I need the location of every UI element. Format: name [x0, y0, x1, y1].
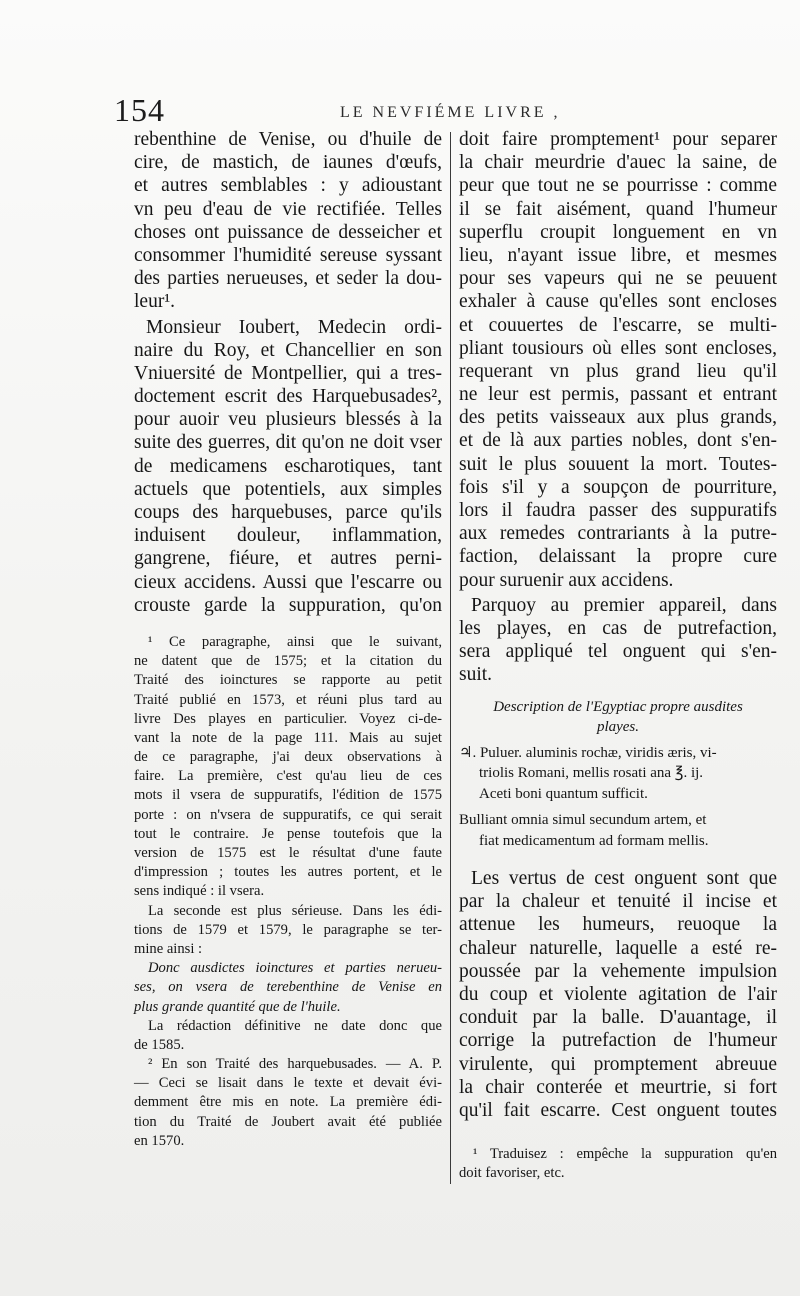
text-line: vn peu d'eau de vie rectifiée. Telles	[134, 198, 442, 220]
note-line: porte : on n'vsera de suppuratifs, ce qui serait	[134, 806, 442, 823]
text-line: et de là aux parties nobles, dont s'en-	[459, 430, 777, 452]
quoted-line: Donc ausdictes ioinctures et parties nerueu-	[148, 960, 442, 977]
left-column	[134, 128, 442, 1151]
text-line: attenue les humeurs, reuoque la	[459, 914, 777, 936]
right-column	[459, 128, 777, 1122]
footnote-2	[134, 1055, 442, 1151]
note-line: La rédaction définitive ne date donc que	[148, 1017, 442, 1034]
text-line: les playes, en cas de putrefaction,	[459, 617, 777, 639]
text-line: gangrene, fiéure, et autres perni-	[134, 548, 442, 570]
text-line: suit.	[459, 664, 493, 686]
note-line: d'impression ; toutes les autres portent, et le	[134, 864, 442, 881]
text-line: exhaler à cause qu'elles sont encloses	[459, 291, 777, 313]
right-paragraph-3	[459, 867, 777, 1122]
text-line: Parquoy au premier appareil, dans	[471, 594, 777, 616]
note-line: faire. La première, c'est qu'au lieu de ces	[134, 768, 442, 785]
text-line: pour suruenir aux accidens.	[459, 569, 674, 591]
page-number: 154	[114, 92, 165, 128]
note-line: mine ainsi :	[134, 940, 203, 957]
text-line: doit faire promptement¹ pour separer	[459, 129, 777, 150]
note-line: sens indiqué : il vsera.	[134, 883, 265, 900]
note-line: tion du Traité de Joubert avait été publiée	[134, 1113, 442, 1130]
note-line: Traité publié en 1573, et réuni plus tard au	[134, 691, 442, 708]
text-line: coups des harquebuses, parce qu'ils	[134, 502, 442, 523]
note-line: tions de 1579 et 1579, le paragraphe se ter-	[134, 921, 442, 938]
text-line: et couuertes de l'escarre, se multi-	[459, 314, 777, 336]
text-line: il se fait aisément, quand l'humeur	[459, 198, 777, 220]
text-line: et autres semblables : y adioustant	[134, 175, 442, 197]
text-line: ne leur est permis, passant et entrant	[459, 384, 777, 406]
text-line: actuels que potentiels, aux simples	[134, 478, 442, 500]
text-line: sera appliqué tel onguent qui s'en-	[459, 641, 777, 663]
text-line: par la chaleur et tenuité il incise et	[459, 891, 777, 913]
text-line: cieux accidens. Aussi que l'escarre ou	[134, 571, 442, 593]
text-line: naire du Roy, et Chancellier en son	[134, 339, 442, 361]
recipe-line: fiat medicamentum ad formam mellis.	[479, 832, 709, 849]
note-line: de 1585.	[134, 1036, 185, 1053]
recipe-line: triolis Romani, mellis rosati ana ℥. ij.	[479, 765, 704, 781]
quoted-line: ses, on vsera de terebenthine de Venise en	[134, 979, 442, 996]
text-line: corrige la putrefaction de l'humeur	[459, 1030, 777, 1052]
note-line: vant la note de la page 111. Mais au sujet	[134, 729, 442, 746]
note-line: en 1570.	[134, 1132, 185, 1149]
text-line: choses ont puissance de desseicher et	[134, 221, 442, 243]
text-line: lors il faudra passer des suppuratifs	[459, 500, 777, 521]
text-line: fois s'il y a soupçon de pourriture,	[459, 476, 777, 498]
note-line: de ce paragraphe, j'ai deux observations à	[134, 749, 442, 766]
note-line: Traité des ioinctures se rapporte au petit	[134, 672, 442, 689]
text-line: doctement escrit des Harquebusades²,	[134, 386, 442, 408]
text-line: rebenthine de Venise, ou d'huile de	[134, 129, 442, 150]
text-line: lieu, n'ayant issue libre, et mesmes	[459, 244, 777, 266]
text-line: poussée par la vehemente impulsion	[459, 960, 777, 982]
note-line: ¹ Traduisez : empêche la suppuration qu'en	[473, 1146, 777, 1162]
text-line: suite des guerres, dit qu'on ne doit vser	[134, 432, 442, 454]
text-line: chaleur naturelle, laquelle a esté re-	[459, 937, 777, 959]
text-line: requerant vn plus grand lieu qu'il	[459, 360, 777, 382]
quoted-line: plus grande quantité que de l'huile.	[134, 998, 341, 1015]
text-line: Monsieur Ioubert, Medecin ordi-	[146, 316, 442, 338]
text-line: la chair meurdrie d'auec la saine, de	[459, 152, 777, 174]
text-line: des parties nerueuses, et seder la dou-	[134, 268, 442, 290]
column-divider	[450, 132, 451, 1184]
text-line: de medicamens escharotiques, tant	[134, 455, 442, 477]
note-line: — Ceci se lisait dans le texte et devait évi-	[134, 1075, 442, 1092]
recipe-line: Bulliant omnia simul secundum artem, et	[459, 812, 707, 828]
note-line: ¹ Ce paragraphe, ainsi que le suivant,	[148, 633, 442, 650]
text-line: crouste garde la suppuration, qu'on	[134, 594, 442, 616]
text-line: faction, delaissant la propre cure	[459, 546, 777, 568]
footnote-1	[134, 633, 442, 1055]
text-line: induisent douleur, inflammation,	[134, 525, 442, 547]
left-paragraph-1	[134, 128, 442, 314]
note-line: mots il vsera de suppuratifs, l'édition de 1575	[134, 787, 442, 804]
text-line: pour auoir veu plusieurs blessés à la	[134, 409, 442, 431]
text-line: la chair conterée et meurtrie, si fort	[459, 1076, 777, 1098]
text-line: cire, de mastich, de iaunes d'œufs,	[134, 152, 442, 174]
text-line: aux remedes contrariants à la putre-	[459, 523, 777, 545]
text-line: peur que tout ne se pourrisse : comme	[459, 175, 777, 197]
note-line: La seconde est plus sérieuse. Dans les édi-	[148, 902, 442, 919]
recipe-line: ♃. Puluer. aluminis rochæ, viridis æris, vi-	[459, 744, 717, 761]
note-line: ² En son Traité des harquebusades. — A. P.	[148, 1056, 442, 1073]
text-line: virulente, qui promptement abreuue	[459, 1053, 777, 1075]
right-footnote	[459, 1145, 777, 1183]
text-line: leur¹.	[134, 291, 176, 313]
recipe-block	[459, 743, 777, 852]
note-line: ne datent que de 1575; et la citation du	[134, 653, 442, 670]
text-line: conduit par la balle. D'auantage, il	[459, 1007, 777, 1029]
text-line: superflu croupit longuement en vn	[459, 221, 777, 243]
text-line: suit le plus souuent la mort. Toutes-	[459, 453, 777, 475]
text-line: consommer l'humidité sereuse syssant	[134, 244, 442, 266]
recipe-line: Aceti boni quantum sufficit.	[479, 785, 648, 802]
left-paragraph-2	[134, 316, 442, 617]
running-title: LE NEVFIÉME LIVRE ,	[340, 104, 561, 121]
text-line: du coup et violente agitation de l'air	[459, 983, 777, 1005]
heading-line: Description de l'Egyptiac propre ausdites	[493, 698, 743, 715]
text-line: Les vertus de cest onguent sont que	[471, 868, 777, 889]
text-line: qu'il fait escarre. Cest onguent toutes	[459, 1099, 777, 1121]
text-line: pour ses vapeurs qui ne se peuuent	[459, 268, 777, 290]
recipe-heading	[459, 697, 777, 737]
text-line: des petits vaisseaux aux plus grands,	[459, 407, 777, 429]
text-line: Vniuersité de Montpellier, qui a tres-	[134, 362, 442, 384]
note-line: livre Des playes en particulier. Voyez ci-de-	[134, 710, 442, 727]
heading-line: playes.	[596, 718, 640, 735]
right-paragraph-1	[459, 128, 777, 592]
text-line: pliant tousiours où elles sont encloses,	[459, 337, 777, 359]
note-line: version de 1575 est le résultat d'une faute	[134, 845, 442, 861]
right-paragraph-2	[459, 594, 777, 687]
note-line: tout le contraire. Je pense toutefois que la	[134, 825, 442, 842]
note-line: doit favoriser, etc.	[459, 1165, 565, 1182]
note-line: demment être mis en note. La première édi-	[134, 1094, 442, 1111]
